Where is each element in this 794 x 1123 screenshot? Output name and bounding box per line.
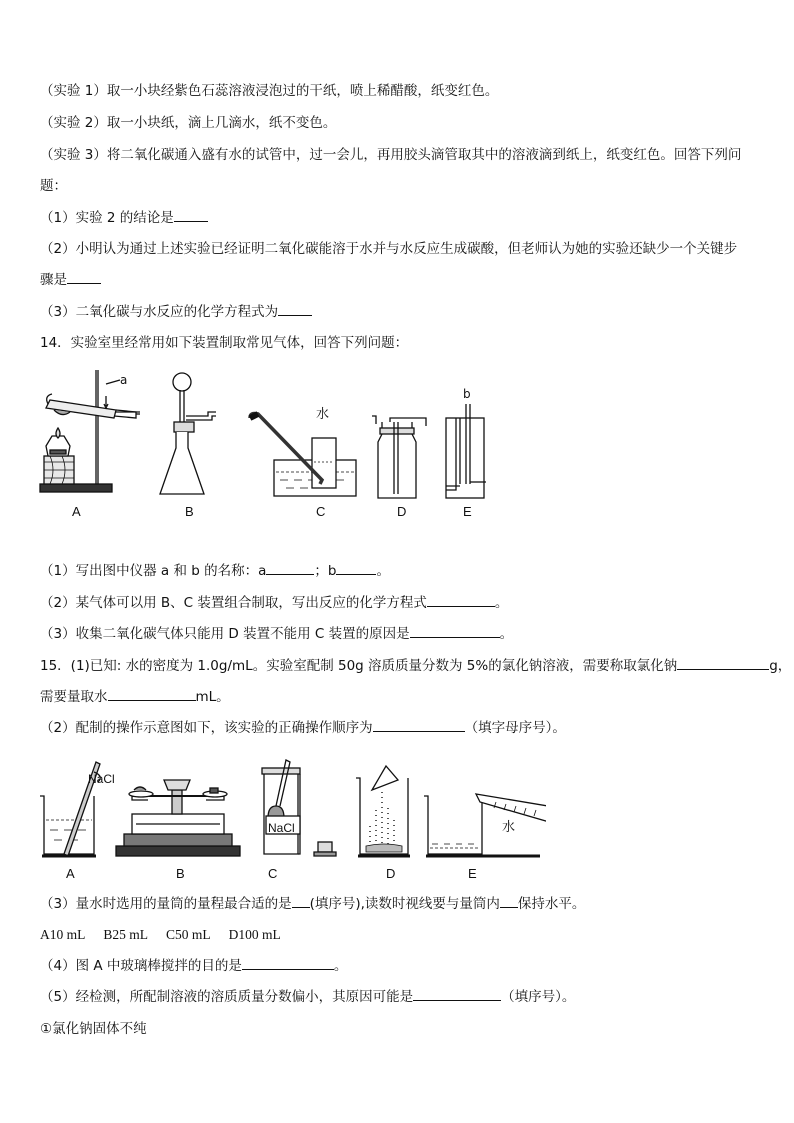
q15-2 [40,719,566,737]
q15-5-end: （填序号）。 [501,989,576,1005]
q13-1-text: （1）实验 2 的结论是 [40,210,174,226]
q14-3-text: （3）收集二氧化碳气体只能用 D 装置不能用 C 装置的原因是 [40,626,410,642]
exp2-text: （实验 2）取一小块纸，滴上几滴水，纸不变色。 [40,115,337,131]
figure-label-a: A [72,504,81,519]
answer-blank[interactable] [336,562,376,575]
figure-label-e2: E [468,866,477,881]
q15-5-option-1: ①氯化钠固体不纯 [40,1021,147,1037]
q15-3-text: （3）量水时选用的量筒的量程最合适的是 [40,896,292,912]
answer-blank[interactable] [410,625,500,638]
option-c[interactable]: C50 mL [166,927,211,942]
q15-3-options [40,926,281,944]
q13-3 [40,303,312,321]
q15-3-text-b: (填序号),读数时视线要与量筒内 [309,896,500,912]
operation-d-pour [356,766,410,856]
label-water: 水 [316,407,330,422]
answer-blank[interactable] [500,895,518,908]
q13-2-cont [40,271,101,289]
q14-2 [40,594,508,612]
q15-1 [40,657,791,675]
q13-2: （2）小明认为通过上述实验已经证明二氧化碳能溶于水并与水反应生成碳酸，但老师认为她的实验还缺少一个关键步 [40,241,738,257]
option-d[interactable]: D100 mL [228,927,281,942]
label-nacl-bottle: NaCl [268,821,295,835]
q14-2-text: （2）某气体可以用 B、C 装置组合制取，写出反应的化学方程式 [40,595,427,611]
q13-3-text: （3）二氧化碳与水反应的化学方程式为 [40,304,279,320]
q15-1-unit: g， [769,658,792,674]
answer-blank[interactable] [242,957,334,970]
apparatus-figure-14 [36,366,536,524]
exp1-text: （实验 1）取一小块经紫色石蕊溶液浸泡过的干纸，喷上稀醋酸，纸变红色。 [40,83,499,99]
label-b: b [463,387,471,401]
q15-4 [40,957,347,975]
q14-1 [40,562,390,580]
figure-label-b2: B [176,866,185,881]
q15-3-text-c: 保持水平。 [517,896,586,912]
figure-label-c2: C [268,866,278,881]
q13-1 [40,209,208,227]
q15-1-unit-d: mL。 [195,689,230,705]
q15-4-text: （4）图 A 中玻璃棒搅拌的目的是 [40,958,242,974]
q15-1-text: 15．(1)已知: 水的密度为 1.0g/mL。实验室配制 50g 溶质质量分数为 5%的氯化钠溶液，需要称取氯化钠 [40,658,678,674]
q14-1-text-b: ；b [314,563,337,579]
exp3-text: （实验 3）将二氧化碳通入盛有水的试管中，过一会儿，再用胶头滴管取其中的溶液滴到纸上，纸变红色。回答下列问 [40,147,742,163]
q15-1-text-c: 需要量取水 [40,689,108,705]
option-a[interactable]: A10 mL [40,927,86,942]
label-a: a [120,373,128,387]
answer-blank[interactable] [278,303,312,316]
operations-figure-15 [36,750,546,866]
label-water-e: 水 [502,819,516,834]
q15-1-cont [40,688,230,706]
figure-label-d: D [397,504,407,519]
answer-blank[interactable] [108,688,196,701]
answer-blank[interactable] [373,719,465,732]
answer-blank[interactable] [427,594,495,607]
figure-label-b: B [185,504,194,519]
q14-3-end: 。 [499,626,514,642]
answer-blank[interactable] [292,895,310,908]
q14-1-text-c: 。 [376,563,390,579]
apparatus-a-heating [40,370,140,492]
q13-2-text: 骤是 [40,272,67,288]
answer-blank[interactable] [67,271,101,284]
q15-4-end: 。 [333,958,348,974]
figure-label-c: C [316,504,326,519]
q14-2-end: 。 [494,595,509,611]
answer-blank[interactable] [677,657,769,670]
apparatus-d-bottle [372,416,426,498]
answer-blank[interactable] [266,562,314,575]
q15-5 [40,988,575,1006]
operation-e-water [424,794,546,856]
q14-title: 14．实验室里经常用如下装置制取常见气体，回答下列问题： [40,335,409,351]
operation-b-balance [116,780,240,856]
apparatus-e-bottle [446,404,486,498]
q14-1-text: （1）写出图中仪器 a 和 b 的名称：a [40,563,267,579]
figure-label-e: E [463,504,472,519]
q15-3 [40,895,585,913]
figure-label-d2: D [386,866,396,881]
operation-c-bottle [262,760,336,856]
apparatus-c-trough [250,414,356,497]
answer-blank[interactable] [413,988,501,1001]
figure-label-a2: A [66,866,75,881]
q15-5-text: （5）经检测，所配制溶液的溶质质量分数偏小，其原因可能是 [40,989,414,1005]
exp3-text-cont: 题： [40,178,67,194]
answer-blank[interactable] [174,209,208,222]
q15-2-end: （填字母序号）。 [464,720,566,736]
q14-3 [40,625,513,643]
q15-2-text: （2）配制的操作示意图如下，该实验的正确操作顺序为 [40,720,373,736]
option-b[interactable]: B25 mL [103,927,149,942]
apparatus-b-flask [160,373,216,494]
label-nacl-balance: NaCl [88,772,115,786]
